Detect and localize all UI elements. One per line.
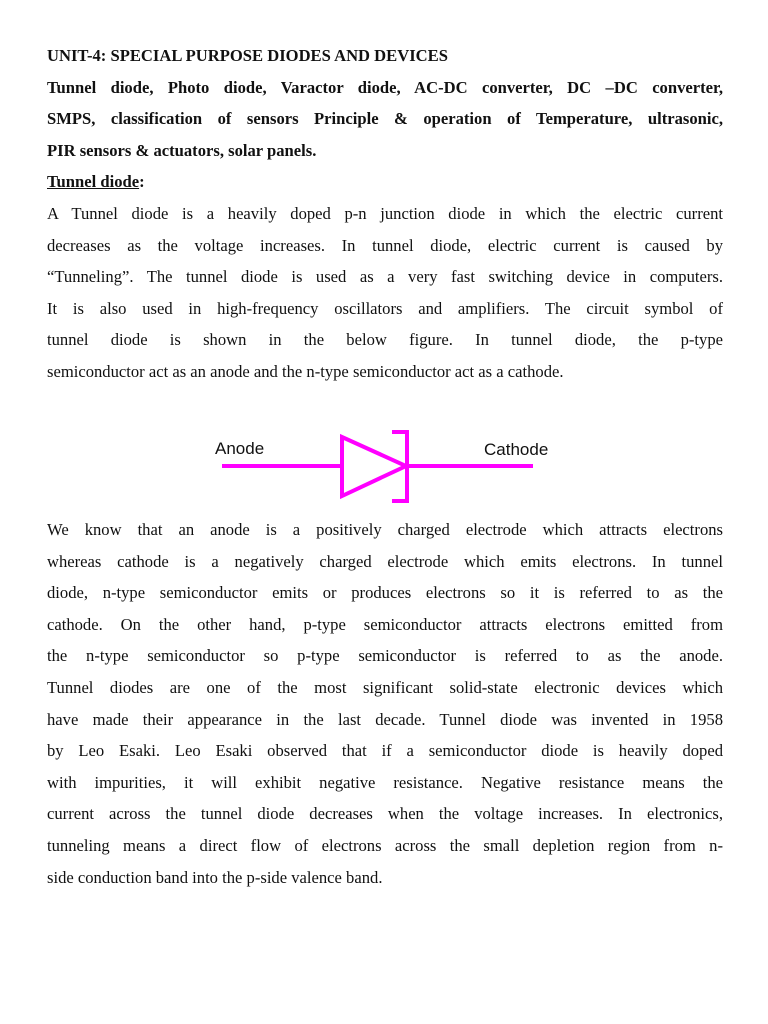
syllabus-line: Tunnel diode, Photo diode, Varactor diode, AC-DC converter, DC –DC converter,	[47, 77, 723, 97]
paragraph-line: It is also used in high-frequency oscillators and amplifiers. The circuit symbol of	[47, 298, 723, 318]
unit-title	[47, 40, 723, 72]
unit-label: UNIT-4	[47, 46, 101, 65]
syllabus-line: PIR sensors & actuators, solar panels.	[47, 140, 317, 160]
paragraph-line: semiconductor act as an anode and the n-type semiconductor act as a cathode.	[47, 361, 564, 381]
paragraph-line: diode, n-type semiconductor emits or produces electrons so it is referred to as the	[47, 583, 723, 603]
paragraph-line: the n-type semiconductor so p-type semiconductor is referred to as the anode.	[47, 646, 723, 666]
paragraph-line: cathode. On the other hand, p-type semiconductor attracts electrons emitted from	[47, 614, 723, 634]
unit-title-rest: : SPECIAL PURPOSE DIODES AND DEVICES	[100, 46, 448, 65]
tunnel-diode-symbol	[0, 410, 768, 510]
paragraph-line: side conduction band into the p-side valence band.	[47, 867, 383, 887]
paragraph-line: with impurities, it will exhibit negative resistance. Negative resistance means the	[47, 772, 723, 792]
section-heading-text: Tunnel diode	[47, 172, 140, 192]
body-paragraph	[47, 514, 723, 893]
document-page	[47, 40, 723, 388]
paragraph-line: decreases as the voltage increases. In tunnel diode, electric current is caused by	[47, 235, 723, 255]
paragraph-line: have made their appearance in the last decade. Tunnel diode was invented in 1958	[47, 709, 723, 729]
paragraph-line: tunneling means a direct flow of electrons across the small depletion region from n-	[47, 835, 723, 855]
anode-label: Anode	[215, 439, 265, 458]
paragraph-line: A Tunnel diode is a heavily doped p-n junction diode in which the electric current	[47, 203, 723, 223]
paragraph-line: current across the tunnel diode decreases when the voltage increases. In electronics,	[47, 804, 723, 824]
section-heading-suffix: :	[139, 172, 145, 192]
paragraph-line: tunnel diode is shown in the below figure. In tunnel diode, the p-type	[47, 330, 723, 350]
paragraph-line: “Tunneling”. The tunnel diode is used as a very fast switching device in computers.	[47, 267, 723, 287]
syllabus-line: SMPS, classification of sensors Principle & operation of Temperature, ultrasonic,	[47, 109, 723, 129]
paragraph-line: whereas cathode is a negatively charged electrode which emits electrons. In tunnel	[47, 551, 723, 571]
cathode-label: Cathode	[484, 440, 549, 459]
paragraph-line: Tunnel diodes are one of the most significant solid-state electronic devices which	[47, 677, 723, 697]
paragraph-line: by Leo Esaki. Leo Esaki observed that if a semiconductor diode is heavily doped	[47, 741, 723, 761]
paragraph-line: We know that an anode is a positively charged electrode which attracts electrons	[47, 520, 723, 539]
diode-triangle	[342, 437, 406, 496]
section-heading	[47, 166, 723, 198]
tunnel-diode-figure	[0, 410, 768, 510]
